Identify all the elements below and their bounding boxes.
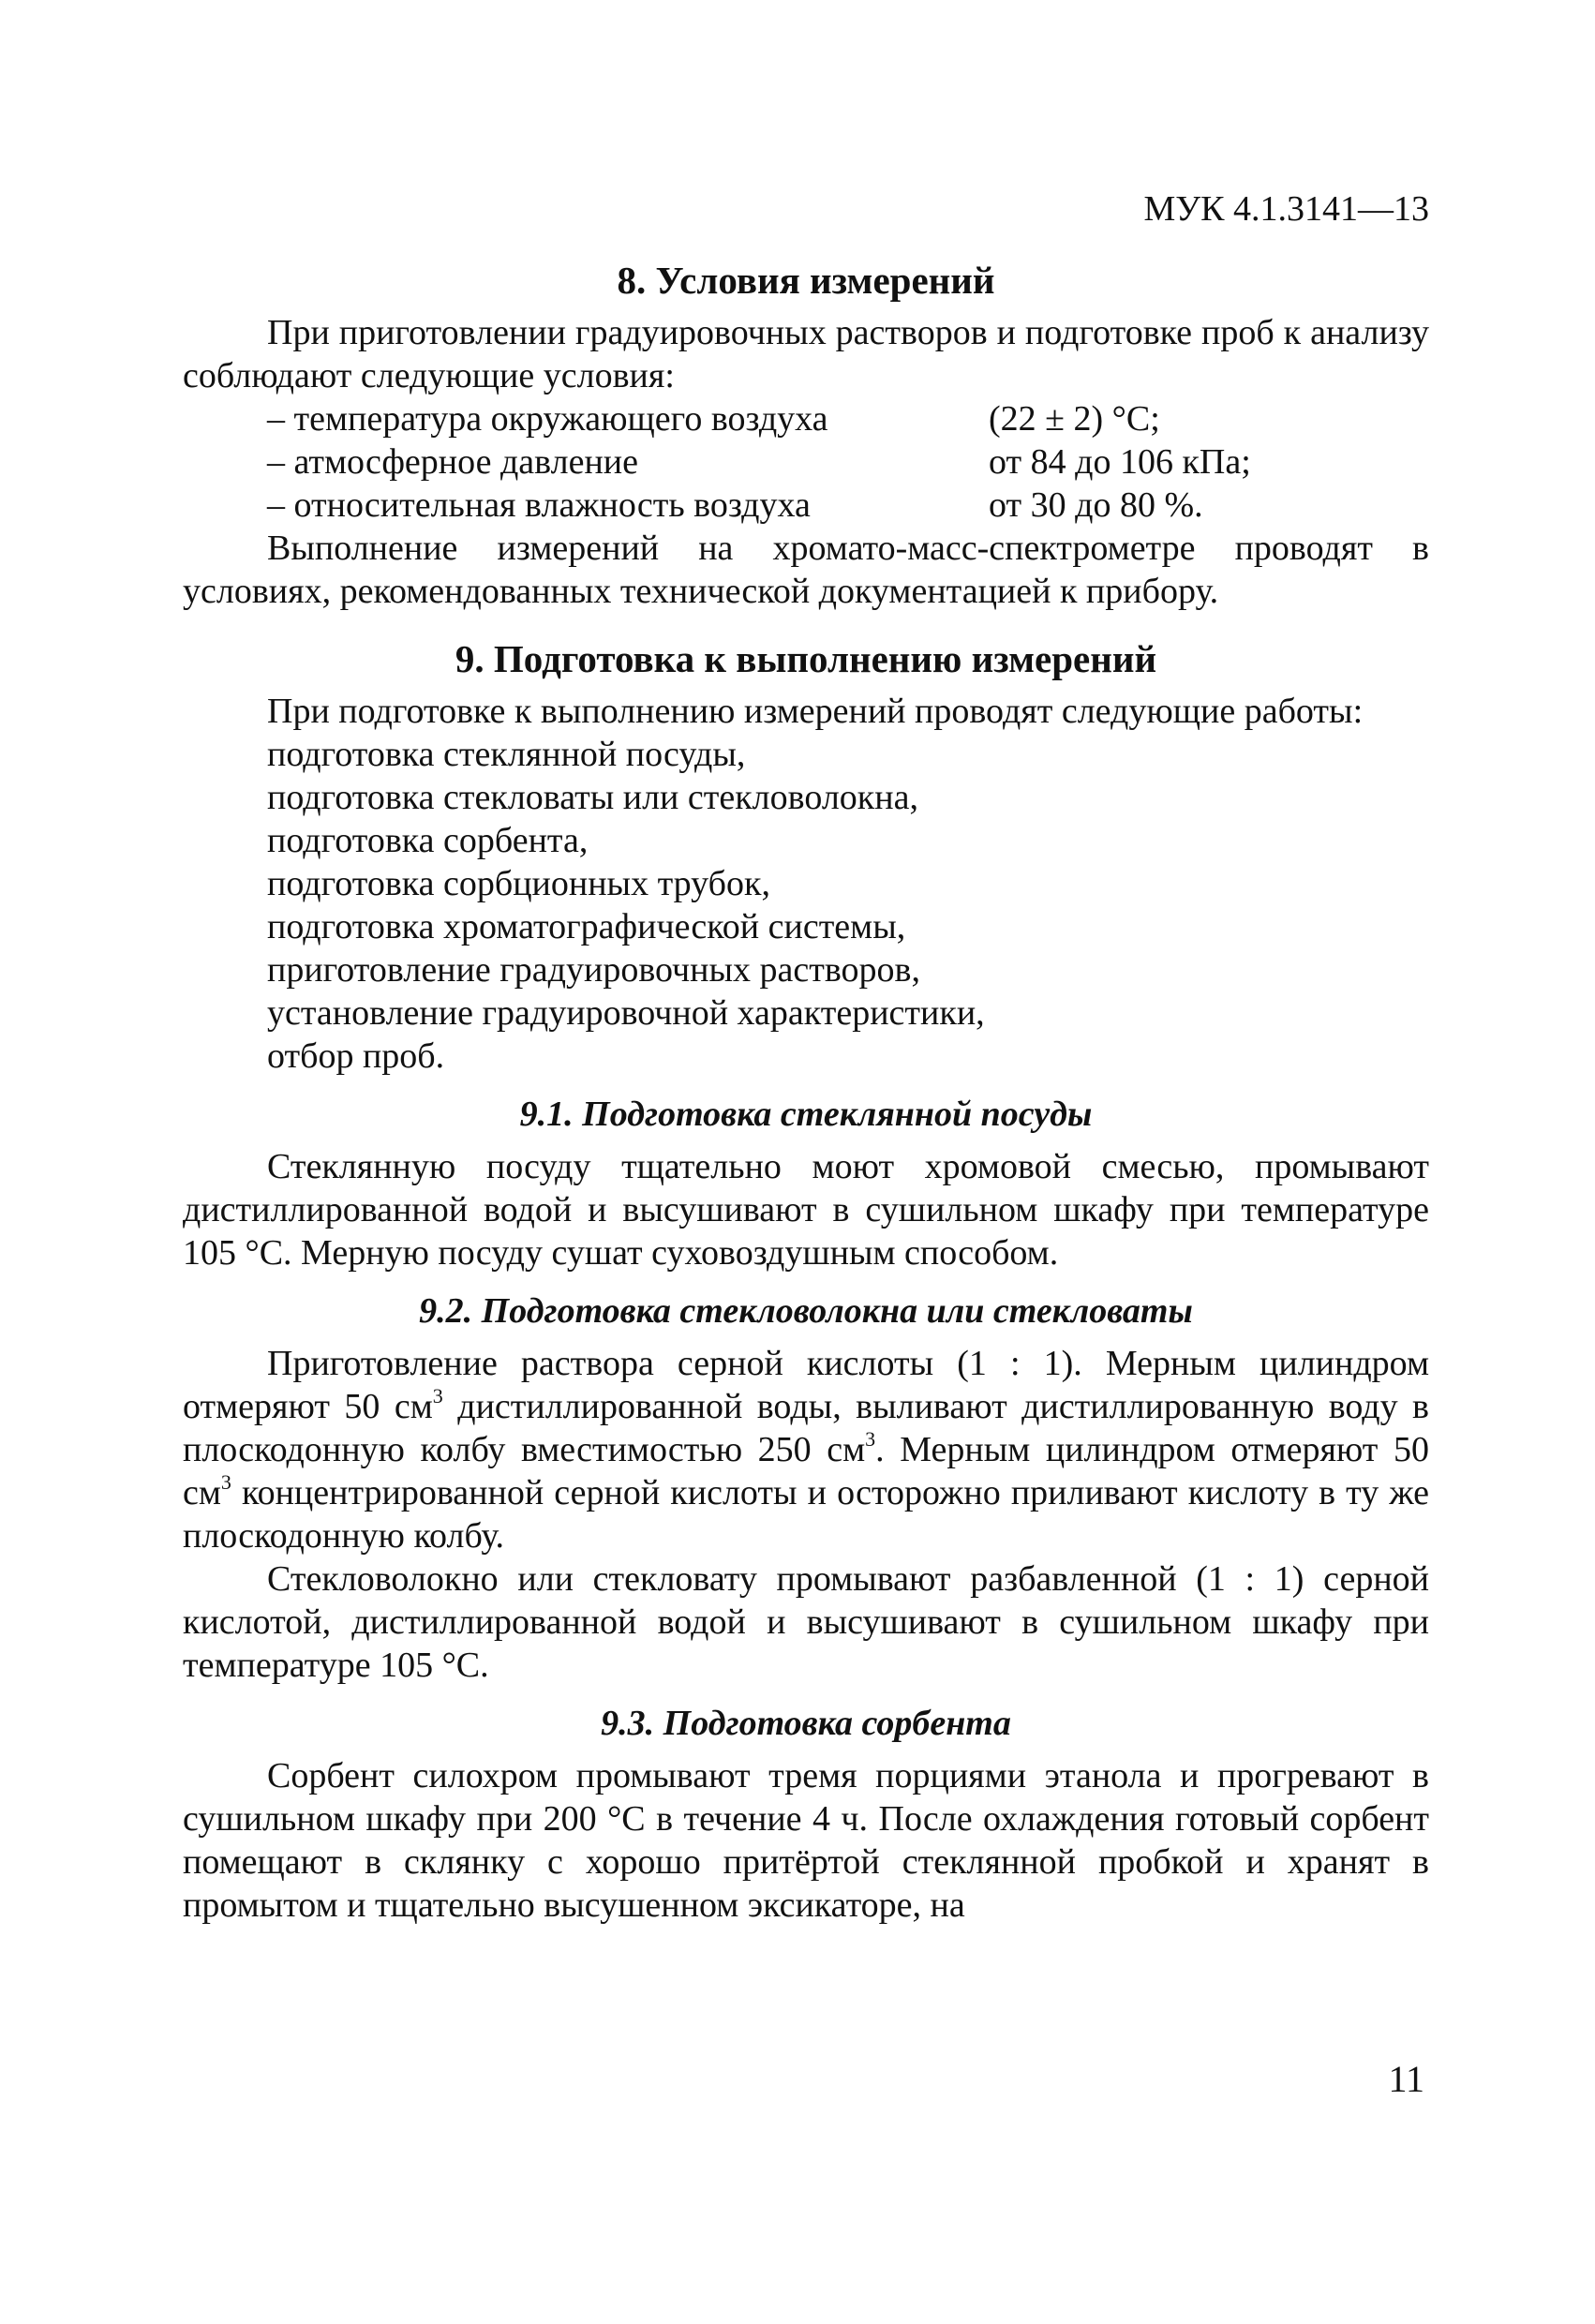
- text-fragment: Приготовление раствора серной кислоты (1 : 1). Мерным цилиндром отмеряют 50 см: [183, 1344, 1429, 1426]
- section-9-title: 9. Подготовка к выполнению измерений: [455, 637, 1157, 680]
- section-8-intro: При приготовлении градуировочных растворов и подготовке проб к анализу соблюдают следующие условия:: [183, 313, 1429, 395]
- section-9-3-title: 9.3. Подготовка сорбента: [601, 1704, 1011, 1743]
- list-item: подготовка хроматографической системы,: [267, 907, 906, 946]
- conditions-list: [183, 397, 1429, 527]
- list-item: установление градуировочной характеристики,: [267, 993, 985, 1033]
- works-list: [183, 733, 1429, 1078]
- list-item: подготовка стекловаты или стекловолокна,: [267, 778, 918, 817]
- text-fragment: концентрированной серной кислоты и осторожно приливают кислоту в ту же плоскодонную колбу.: [183, 1473, 1429, 1556]
- condition-name: – атмосферное давление: [267, 442, 638, 482]
- condition-value: от 30 до 80 %.: [989, 485, 1203, 525]
- section-9-3-text: Сорбент силохром промывают тремя порциями этанола и прогревают в сушильном шкафу при 200 °С в течение 4 ч. После охлаждения готовый сорбент помещают в склянку с хорошо притёртой стеклянной пробкой и хранят в промытом и тщательно высушенном эксикаторе, на: [183, 1756, 1429, 1925]
- condition-value: от 84 до 106 кПа;: [989, 442, 1251, 482]
- section-8-outro: Выполнение измерений на хромато-масс-спектрометре проводят в условиях, рекомендованных технической документацией к прибору.: [183, 529, 1429, 611]
- document-code: МУК 4.1.3141—13: [1143, 189, 1429, 229]
- condition-name: – температура окружающего воздуха: [267, 399, 828, 439]
- superscript: 3: [220, 1470, 231, 1494]
- superscript: 3: [865, 1427, 876, 1451]
- condition-name: – относительная влажность воздуха: [267, 485, 811, 525]
- section-9-1-title: 9.1. Подготовка стеклянной посуды: [519, 1095, 1093, 1134]
- condition-value: (22 ± 2) °С;: [989, 399, 1160, 439]
- section-8-title: 8. Условия измерений: [617, 259, 995, 302]
- superscript: 3: [432, 1384, 443, 1408]
- condition-row: [183, 440, 1429, 484]
- condition-row: [183, 397, 1429, 440]
- page-number: 11: [1388, 2058, 1424, 2100]
- list-item: подготовка сорбционных трубок,: [267, 864, 770, 903]
- section-9-intro: При подготовке к выполнению измерений проводят следующие работы:: [267, 692, 1364, 731]
- list-item: отбор проб.: [267, 1036, 445, 1076]
- list-item: подготовка сорбента,: [267, 821, 589, 860]
- text-fragment: . Мерным цилиндром отмеряют 50 см: [183, 1430, 1429, 1512]
- section-9-2-paragraph-2: Стекловолокно или стекловату промывают разбавленной (1 : 1) серной кислотой, дистиллированной водой и высушивают в сушильном шкафу при температуре 105 °С.: [183, 1559, 1429, 1685]
- document-page: [183, 187, 1429, 1927]
- list-item: подготовка стеклянной посуды,: [267, 735, 746, 774]
- list-item: приготовление градуировочных растворов,: [267, 950, 920, 990]
- text-fragment: дистиллированной воды, выливают дистиллированную воду в плоскодонную колбу вместимостью 250 см: [183, 1387, 1430, 1469]
- section-9-1-text: Стеклянную посуду тщательно моют хромовой смесью, промывают дистиллированной водой и высушивают в сушильном шкафу при температуре 105 °С. Мерную посуду сушат суховоздушным способом.: [183, 1147, 1429, 1273]
- section-9-2-title: 9.2. Подготовка стекловолокна или стекловаты: [419, 1291, 1193, 1331]
- section-9-2-paragraph-1: [183, 1342, 1429, 1557]
- condition-row: [183, 484, 1429, 527]
